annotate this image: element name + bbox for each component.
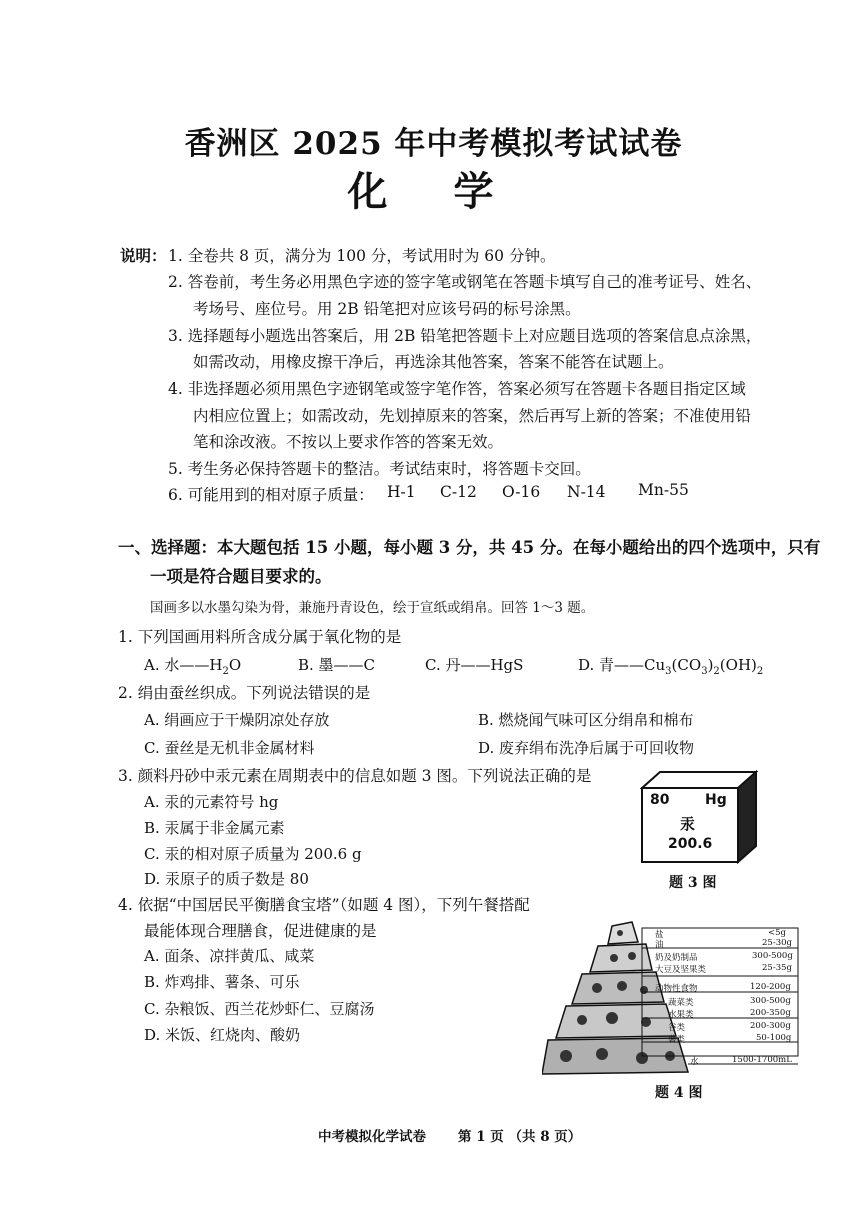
subject-title: 化 学 <box>347 168 520 215</box>
pyramid-label-tuber: 薯类 <box>668 1035 686 1045</box>
note-3b: 如需改动，用橡皮擦干净后，再选涂其他答案，答案不能答在试题上。 <box>193 353 674 371</box>
cell-atomic-number: 80 <box>650 792 670 808</box>
q1-option-d: D. 青$——Cu_3(CO_3)_2(OH)_2$ <box>578 656 764 677</box>
pyramid-amount-water: 1500-1700mL <box>732 1055 792 1065</box>
pyramid-amount-tuber: 50-100g <box>756 1033 792 1043</box>
q4-stem-a: 4. 依据“中国居民平衡膳食宝塔”（如题 4 图），下列午餐搭配 <box>118 896 530 914</box>
section1-intro: 国画多以水墨勾染为骨，兼施丹青设色，绘于宣纸或绢帛。回答 1～3 题。 <box>150 600 595 616</box>
q3-figure-caption: 题 3 图 <box>669 875 717 891</box>
notes-label: 说明： <box>120 246 167 265</box>
pyramid-label-salt: 盐 <box>655 930 664 940</box>
q1-option-a: A. 水$——H_2O$ <box>144 656 242 677</box>
pyramid-amount-salt: <5g <box>768 928 786 938</box>
note-4a: 4. 非选择题必须用黑色字迹钢笔或签字笔作答，答案必须写在答题卡各题目指定区域 <box>168 380 746 398</box>
pyramid-amount-milk: 300-500g <box>752 951 793 961</box>
footer-title: 中考模拟化学试卷 <box>318 1129 426 1145</box>
mass-c: C-12 <box>440 483 477 501</box>
pyramid-amount-animal: 120-200g <box>750 982 791 992</box>
q2-option-d: D. 废弃绢布洗净后属于可回收物 <box>478 739 695 757</box>
cell-mass: 200.6 <box>668 836 713 852</box>
mass-mn: Mn-55 <box>638 481 689 499</box>
pyramid-label-milk: 奶及奶制品 <box>655 953 698 963</box>
exam-title: 香洲区 2025 年中考模拟考试试卷 <box>184 126 683 162</box>
pyramid-amount-grain: 200-300g <box>750 1021 791 1031</box>
q4-option-a: A. 面条、凉拌黄瓜、咸菜 <box>144 947 315 965</box>
pyramid-label-water: 水 <box>690 1057 699 1067</box>
pyramid-amount-soy: 25-35g <box>762 963 792 973</box>
cell-symbol: Hg <box>705 792 727 808</box>
q3-stem: 3. 颜料丹砂中汞元素在周期表中的信息如题 3 图。下列说法正确的是 <box>118 767 592 785</box>
q2-option-b: B. 燃烧闻气味可区分绢帛和棉布 <box>478 711 694 729</box>
cell-name: 汞 <box>680 815 696 833</box>
q3-option-a: A. 汞的元素符号 hg <box>144 793 279 811</box>
q3-option-b: B. 汞属于非金属元素 <box>144 819 285 837</box>
pyramid-amount-fruit: 200-350g <box>750 1008 791 1018</box>
mass-h: H-1 <box>387 483 416 501</box>
q4-option-b: B. 炸鸡排、薯条、可乐 <box>144 973 300 991</box>
note-1: 1. 全卷共 8 页，满分为 100 分，考试用时为 60 分钟。 <box>168 247 556 265</box>
q4-figure-caption: 题 4 图 <box>655 1085 703 1101</box>
pyramid-label-soy: 大豆及坚果类 <box>655 965 707 975</box>
mass-o: O-16 <box>502 483 541 501</box>
q2-option-a: A. 绢画应于干燥阴凉处存放 <box>144 711 330 729</box>
pyramid-label-animal: 动物性食物 <box>655 984 698 994</box>
q2-stem: 2. 绢由蚕丝织成。下列说法错误的是 <box>118 684 371 702</box>
pyramid-label-fruit: 水果类 <box>668 1010 694 1020</box>
q1-stem: 1. 下列国画用料所含成分属于氧化物的是 <box>118 628 402 646</box>
note-6: 6. 可能用到的相对原子质量： <box>168 486 374 504</box>
pyramid-label-veg: 蔬菜类 <box>668 998 694 1008</box>
note-4c: 笔和涂改液。不按以上要求作答的答案无效。 <box>193 433 504 451</box>
pyramid-amount-oil: 25-30g <box>762 938 792 948</box>
q2-option-c: C. 蚕丝是无机非金属材料 <box>144 739 315 757</box>
note-2b: 考场号、座位号。用 2B 铅笔把对应该号码的标号涂黑。 <box>193 300 581 318</box>
section1-heading-b: 一项是符合题目要求的。 <box>150 567 332 586</box>
note-2a: 2. 答卷前，考生务必用黑色字迹的签字笔或钢笔在答题卡填写自己的准考证号、姓名、 <box>168 273 762 291</box>
pyramid-label-grain: 谷类 <box>668 1023 686 1033</box>
note-3a: 3. 选择题每小题选出答案后，用 2B 铅笔把答题卡上对应题目选项的答案信息点涂黑， <box>168 327 762 345</box>
note-4b: 内相应位置上；如需改动，先划掉原来的答案，然后再写上新的答案；不准使用铅 <box>193 407 752 425</box>
q4-stem-b: 最能体现合理膳食，促进健康的是 <box>144 922 377 940</box>
footer-page: 第 1 页 （共 8 页） <box>458 1129 582 1145</box>
q4-option-d: D. 米饭、红烧肉、酸奶 <box>144 1026 301 1044</box>
q1-option-c: C. 丹——HgS <box>425 656 524 674</box>
note-5: 5. 考生务必保持答题卡的整洁。考试结束时，将答题卡交回。 <box>168 460 591 478</box>
pyramid-label-oil: 油 <box>655 940 664 950</box>
pyramid-amount-veg: 300-500g <box>750 996 791 1006</box>
q1-option-b: B. 墨——C <box>298 656 376 674</box>
q3-option-d: D. 汞原子的质子数是 80 <box>144 870 309 888</box>
q4-option-c: C. 杂粮饭、西兰花炒虾仁、豆腐汤 <box>144 1000 375 1018</box>
mass-n: N-14 <box>567 483 606 501</box>
section1-heading-a: 一、选择题：本大题包括 15 小题，每小题 3 分，共 45 分。在每小题给出的四个选项中，只有 <box>118 538 821 557</box>
q3-option-c: C. 汞的相对原子质量为 200.6 g <box>144 845 362 863</box>
